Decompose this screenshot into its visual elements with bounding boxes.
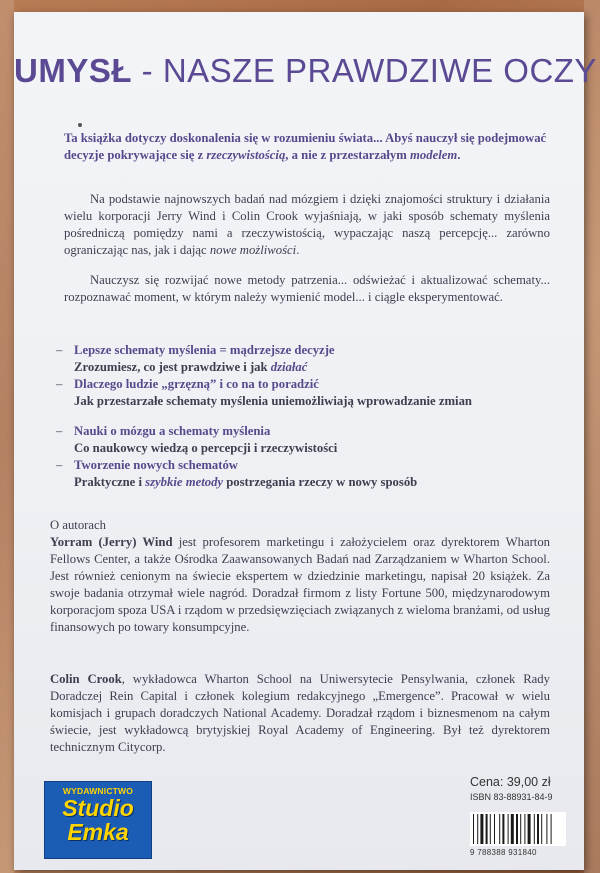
barcode-number: 9 788388 931840 xyxy=(470,848,537,857)
bullet-item: – Lepsze schematy myślenia = mądrzejsze decyzje xyxy=(56,343,335,357)
bullet-item: – Dlaczego ludzie „grzęzną” i co na to poradzić xyxy=(56,377,319,391)
speck xyxy=(78,123,82,127)
price: Cena: 39,00 zł xyxy=(470,775,551,789)
brick-mortar xyxy=(584,0,600,873)
book-back-cover xyxy=(14,12,597,870)
intro-paragraph-2: Na podstawie najnowszych badań nad mózgiem i dzięki znajomości struktury i działania wielu korporacji Jerry Wind i Colin Crook wyjaśniają, w jaki sposób schematy myślenia pośredniczą pomiędzy nami a rzeczywistością, wypaczając naszą percepcję... zarówno ograniczając nas, jak i dając nowe możliwości. xyxy=(64,192,550,257)
bullet-item: – Tworzenie nowych schematów xyxy=(56,458,238,472)
intro-lead: Ta książka dotyczy doskonalenia się w rozumieniu świata... Abyś nauczył się podejmować decyzje pokrywające się z rzeczywistością, a nie z przestarzałym modelem. xyxy=(64,131,547,162)
intro-paragraph-3: Nauczysz się rozwijać nowe metody patrzenia... odświeżać i aktualizować schematy... rozpoznawać moment, w którym należy wymienić model... i ciągle eksperymentować. xyxy=(64,273,550,304)
bullet-list-1 xyxy=(56,342,556,410)
authors-heading: O autorach xyxy=(50,518,107,532)
bullet-sub: Zrozumiesz, co jest prawdziwe i jak działać xyxy=(74,360,308,374)
author-crook-bio: Colin Crook, wykładowca Wharton School na Uniwersytecie Pensylwania, członek Rady Doradczej Rein Capital i członek kolegium redakcyjnego „Emergence”. Pracował w wielu komisjach i grupach doradczych National Academy. Doradzał rządom i biznesmenom na całym świecie, jest wykładowcą brytyjskiej Royal Academy of Engineering. Był też dyrektorem technicznym Citycorp. xyxy=(50,672,550,754)
title-part-1: UMYSŁ xyxy=(14,52,132,89)
bullet-sub: Jak przestarzałe schematy myślenia uniemożliwiają wprowadzanie zmian xyxy=(74,394,472,408)
bullet-item: – Nauki o mózgu a schematy myślenia xyxy=(56,424,271,438)
publisher-logo: WYDAWNICTWO Studio Emka xyxy=(44,781,152,859)
brick-mortar xyxy=(0,0,14,873)
bullet-list-2 xyxy=(56,423,556,491)
bullet-sub: Praktyczne i szybkie metody postrzegania rzeczy w nowy sposób xyxy=(74,475,418,489)
price-isbn-block xyxy=(470,775,553,802)
author-wind-bio: Yorram (Jerry) Wind jest profesorem marketingu i założycielem oraz dyrektorem Wharton Fellows Center, a także Ośrodka Zaawansowanych Badań nad Zarządzaniem w Wharton School. Jest również cenionym na świecie ekspertem w dziedzinie marketingu, napisał 20 książek. Za swoje badania otrzymał wiele nagród. Doradzał firmom z listy Fortune 500, międzynarodowym korporacjom spoza USA i rządom w przedsięwzięciach związanych z wieloma branżami, od usług finansowych po towary konsumpcyjne. xyxy=(50,535,551,634)
isbn: ISBN 83-88931-84-9 xyxy=(470,792,553,802)
barcode xyxy=(470,812,566,846)
title-part-2: - NASZE PRAWDZIWE OCZY xyxy=(132,52,597,89)
bullet-sub: Co naukowcy wiedzą o percepcji i rzeczywistości xyxy=(74,441,338,455)
book-title xyxy=(14,52,597,90)
